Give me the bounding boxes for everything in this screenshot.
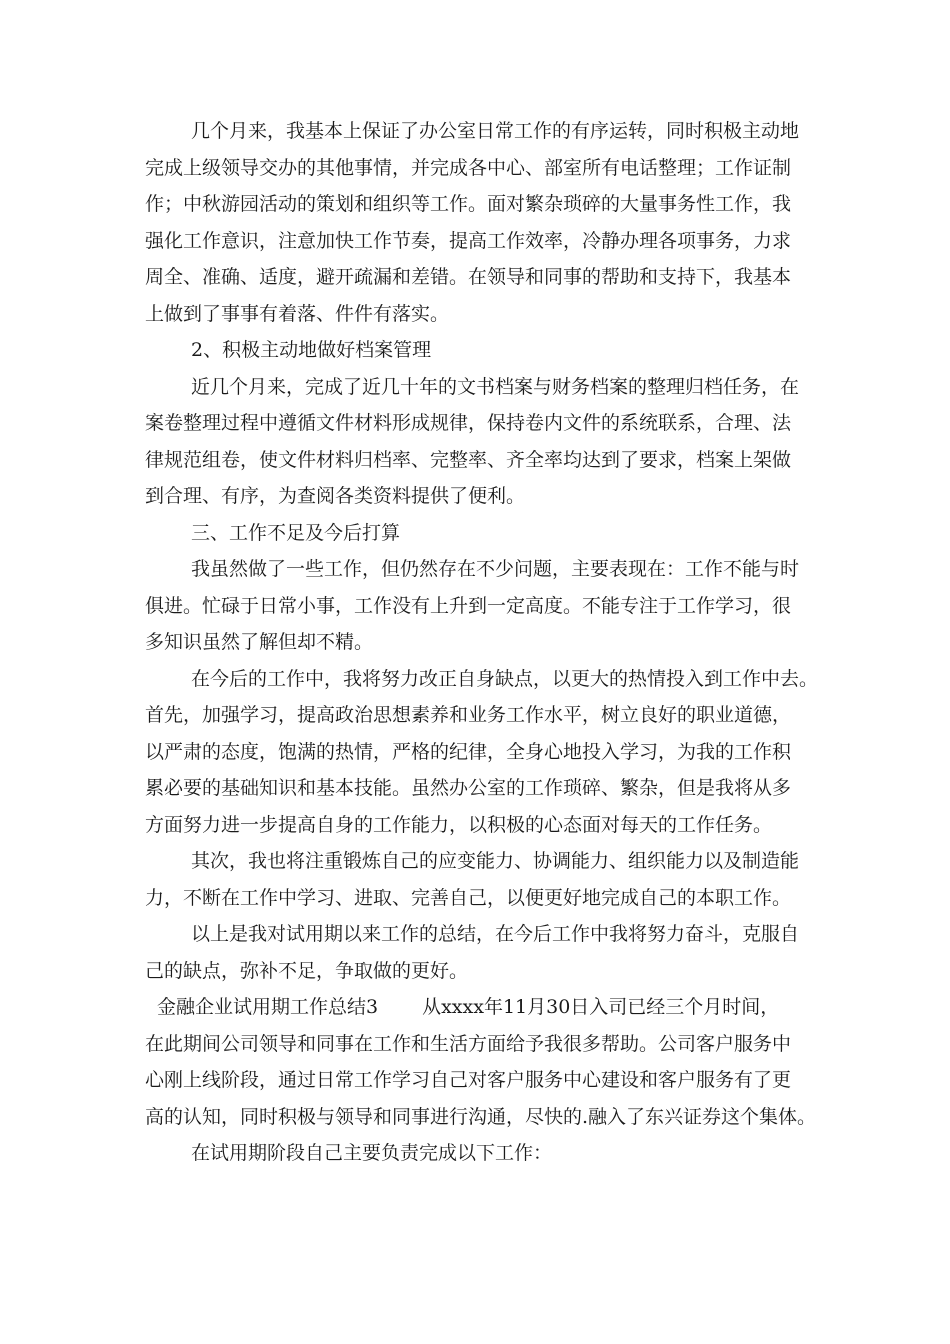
paragraph-line: 在今后的工作中，我将努力改正自身缺点，以更大的热情投入到工作中去。 (191, 667, 819, 690)
paragraph-line: 高的认知，同时积极与领导和同事进行沟通，尽快的.融入了东兴证券这个集体。 (145, 1105, 817, 1128)
paragraph-line: 律规范组卷，使文件材料归档率、完整率、齐全率均达到了要求，档案上架做 (145, 448, 792, 471)
paragraph-line: 首先，加强学习，提高政治思想素养和业务工作水平，树立良好的职业道德， (145, 704, 792, 726)
paragraph-line: 累必要的基础知识和基本技能。虽然办公室的工作琐碎、繁杂，但是我将从多 (145, 777, 792, 799)
paragraph-line: 多知识虽然了解但却不精。 (145, 631, 374, 653)
paragraph-line: 己的缺点，弥补不足，争取做的更好。 (145, 959, 469, 982)
paragraph-line: 几个月来，我基本上保证了办公室日常工作的有序运转，同时积极主动地 (191, 120, 800, 142)
article-title: 金融企业试用期工作总结3 (157, 996, 379, 1018)
paragraph-line: 以上是我对试用期以来工作的总结，在今后工作中我将努力奋斗，克服自 (191, 923, 800, 945)
paragraph-line: 以严肃的态度，饱满的热情，严格的纪律，全身心地投入学习，为我的工作积 (145, 740, 792, 763)
paragraph-line: 强化工作意识，注意加快工作节奏，提高工作效率，冷静办理各项事务，力求 (145, 229, 792, 252)
paragraph-start: 从xxxx年11月30日入司已经三个月时间， (422, 996, 780, 1018)
paragraph-line: 近几个月来，完成了近几十年的文书档案与财务档案的整理归档任务，在 (191, 375, 800, 398)
paragraph-line: 方面努力进一步提高自身的工作能力，以积极的心态面对每天的工作任务。 (145, 813, 773, 836)
paragraph-line: 在试用期阶段自己主要负责完成以下工作： (191, 1142, 553, 1164)
paragraph-line: 周全、准确、适度，避开疏漏和差错。在领导和同事的帮助和支持下，我基本 (145, 266, 792, 288)
paragraph-line: 在此期间公司领导和同事在工作和生活方面给予我很多帮助。公司客户服务中 (145, 1032, 792, 1055)
section-heading: 2、积极主动地做好档案管理 (191, 339, 432, 361)
paragraph-line: 心刚上线阶段，通过日常工作学习自己对客户服务中心建设和客户服务有了更 (145, 1069, 792, 1091)
paragraph-line: 力，不断在工作中学习、进取、完善自己，以便更好地完成自己的本职工作。 (145, 886, 792, 909)
section-heading: 三、工作不足及今后打算 (191, 521, 401, 544)
paragraph-line: 案卷整理过程中遵循文件材料形成规律，保持卷内文件的系统联系，合理、法 (145, 412, 792, 434)
paragraph-line: 俱进。忙碌于日常小事，工作没有上升到一定高度。不能专注于工作学习，很 (145, 594, 792, 617)
paragraph-line: 完成上级领导交办的其他事情，并完成各中心、部室所有电话整理；工作证制 (145, 156, 792, 179)
document-body (145, 113, 825, 1172)
paragraph-line: 到合理、有序，为查阅各类资料提供了便利。 (145, 485, 526, 507)
paragraph-line: 其次，我也将注重锻炼自己的应变能力、协调能力、组织能力以及制造能 (191, 850, 800, 872)
paragraph-line: 上做到了事事有着落、件件有落实。 (145, 302, 450, 325)
paragraph-line: 作；中秋游园活动的策划和组织等工作。面对繁杂琐碎的大量事务性工作，我 (145, 193, 792, 215)
article-title-line (145, 989, 825, 1026)
paragraph-line: 我虽然做了一些工作，但仍然存在不少问题，主要表现在：工作不能与时 (191, 558, 800, 580)
